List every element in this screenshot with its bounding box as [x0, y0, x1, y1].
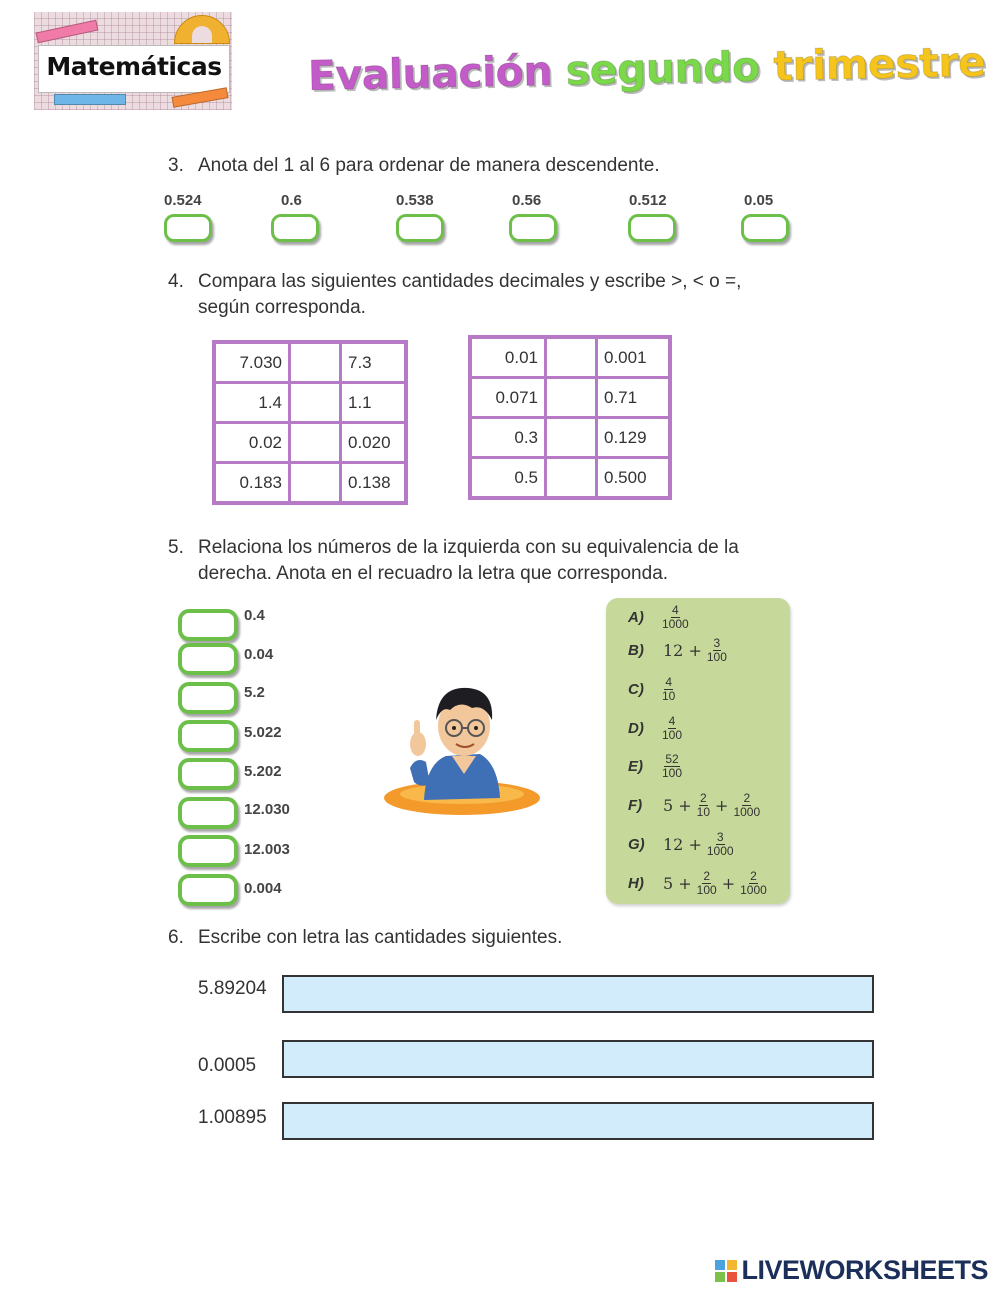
q3-text: Anota del 1 al 6 para ordenar de manera descendente.: [198, 155, 660, 176]
fraction: [662, 715, 682, 742]
liveworksheets-logo: [715, 1255, 988, 1286]
q3-value-2: 0.6: [281, 192, 302, 209]
compare-row: [214, 423, 406, 463]
denominator: 1000: [662, 616, 689, 631]
q5-number-1: 0.4: [244, 607, 265, 624]
option-d: [628, 711, 684, 745]
compare-answer-cell[interactable]: [290, 463, 341, 504]
numerator: 4: [672, 602, 679, 617]
equivalence-panel: [606, 598, 790, 904]
q4-line2: según corresponda.: [198, 297, 366, 318]
plus-sign: +: [715, 795, 729, 815]
numerator: 4: [665, 674, 673, 689]
logo-card: [38, 45, 230, 93]
q3-value-1: 0.524: [164, 192, 202, 209]
title-part3: trimestre: [772, 37, 986, 91]
compare-row: [214, 383, 406, 423]
matematicas-logo: [34, 12, 232, 110]
option-f: [628, 788, 762, 822]
q6-amount-2: 0.0005: [198, 1055, 257, 1076]
numerator: 2: [700, 790, 707, 805]
compare-answer-cell[interactable]: [546, 418, 597, 458]
logo-text: Matemáticas: [46, 52, 222, 81]
q5-number-5: 5.202: [244, 763, 282, 780]
compare-left-value: 0.01: [470, 337, 546, 378]
q3-answer-box-6[interactable]: [741, 214, 789, 242]
compare-right-value: 0.020: [341, 423, 407, 463]
q5-number-6: 12.030: [244, 801, 290, 818]
numerator: 52: [665, 751, 679, 766]
compare-left-value: 0.3: [470, 418, 546, 458]
compare-left-value: 0.5: [470, 458, 546, 499]
plus-sign: +: [721, 873, 736, 893]
option-letter: C): [628, 680, 644, 698]
option-c: [628, 672, 677, 706]
q3-answer-box-1[interactable]: [164, 214, 212, 242]
numerator: 2: [750, 868, 757, 883]
fraction: [697, 870, 717, 897]
denominator: 100: [662, 727, 683, 742]
liveworksheets-brand: LIVEWORKSHEETS: [741, 1255, 988, 1285]
ruler-blue-icon: [54, 94, 126, 105]
q3-number: 3.: [168, 155, 184, 176]
compare-row: [470, 378, 670, 418]
q6-answer-input-2[interactable]: [282, 1040, 874, 1078]
numerator: 3: [716, 829, 724, 844]
fraction: [733, 792, 760, 819]
compare-left-value: 0.183: [214, 463, 290, 504]
q5-number-2: 0.04: [244, 646, 274, 663]
option-letter: E): [628, 757, 643, 775]
q5-answer-box-1[interactable]: [178, 609, 238, 641]
q6-text: Escribe con letra las cantidades siguientes.: [198, 927, 563, 948]
page-title: [307, 38, 985, 100]
q3-value-3: 0.538: [396, 192, 434, 209]
whole-part: 5 +: [663, 795, 692, 815]
icon-square-v: [715, 1272, 725, 1282]
compare-left-value: 0.02: [214, 423, 290, 463]
q5-line1: Relaciona los números de la izquierda con su equivalencia de la: [198, 537, 739, 558]
option-g: [628, 827, 736, 861]
fraction: [662, 676, 675, 703]
q6-amount-1: 5.89204: [198, 978, 267, 999]
q6-answer-input-1[interactable]: [282, 975, 874, 1013]
option-letter: A): [628, 608, 644, 626]
ruler-pink-icon: [36, 20, 99, 44]
compare-right-value: 1.1: [341, 383, 407, 423]
fraction: [740, 870, 767, 897]
fraction: [662, 604, 689, 631]
denominator: 100: [662, 765, 683, 780]
option-h: [628, 866, 769, 900]
compare-row: [214, 463, 406, 504]
denominator: 100: [706, 649, 727, 664]
icon-square-l: [715, 1260, 725, 1270]
denominator: 10: [662, 688, 676, 703]
q6-amount-3: 1.00895: [198, 1107, 267, 1128]
denominator: 1000: [740, 882, 767, 897]
option-letter: D): [628, 719, 644, 737]
compare-answer-cell[interactable]: [290, 383, 341, 423]
title-part1: Evaluación: [307, 46, 553, 100]
q4-line1: Compara las siguientes cantidades decimales y escribe >, < o =,: [198, 271, 742, 292]
q5-answer-box-2[interactable]: [178, 643, 238, 675]
q3-value-4: 0.56: [512, 192, 542, 209]
option-letter: B): [628, 641, 644, 659]
compare-table-1: [212, 340, 408, 505]
compare-answer-cell[interactable]: [290, 342, 341, 383]
compare-right-value: 0.71: [597, 378, 671, 418]
q5-answer-box-4[interactable]: [178, 720, 238, 752]
compare-row: [470, 337, 670, 378]
denominator: 1000: [706, 843, 734, 858]
compare-left-value: 1.4: [214, 383, 290, 423]
compare-right-value: 0.001: [597, 337, 671, 378]
protractor-icon: [174, 15, 230, 44]
q5-number-3: 5.2: [244, 684, 265, 701]
numerator: 4: [668, 713, 676, 728]
q3-answer-box-4[interactable]: [509, 214, 557, 242]
option-letter: F): [628, 796, 643, 814]
option-a: [628, 600, 691, 634]
q5-number-8: 0.004: [244, 880, 282, 897]
fraction: [707, 831, 734, 858]
option-e: [628, 749, 684, 783]
q3-value-6: 0.05: [744, 192, 774, 209]
compare-left-value: 7.030: [214, 342, 290, 383]
q3-value-5: 0.512: [629, 192, 667, 209]
compare-right-value: 0.129: [597, 418, 671, 458]
icon-square-i: [727, 1260, 737, 1270]
whole-part: 5 +: [663, 873, 692, 893]
q6-answer-input-3[interactable]: [282, 1102, 874, 1140]
whole-part: 12 +: [663, 834, 702, 854]
compare-row: [470, 458, 670, 499]
q3-answer-box-2[interactable]: [271, 214, 319, 242]
compare-table-2: [468, 335, 672, 500]
q5-number-7: 12.003: [244, 841, 290, 858]
fraction: [662, 753, 682, 780]
compare-row: [470, 418, 670, 458]
fraction: [707, 637, 727, 664]
option-letter: G): [628, 835, 645, 853]
compare-answer-cell[interactable]: [290, 423, 341, 463]
q5-answer-box-7[interactable]: [178, 835, 238, 867]
numerator: 3: [713, 635, 721, 650]
compare-right-value: 0.500: [597, 458, 671, 499]
q5-answer-box-5[interactable]: [178, 758, 238, 790]
q5-answer-box-6[interactable]: [178, 797, 238, 829]
q5-answer-box-3[interactable]: [178, 682, 238, 714]
q4-number: 4.: [168, 271, 184, 292]
numerator: 2: [743, 790, 751, 805]
compare-row: [214, 342, 406, 383]
fraction: [697, 792, 710, 819]
liveworksheets-icon: [715, 1260, 737, 1282]
denominator: 10: [696, 804, 711, 819]
compare-right-value: 7.3: [341, 342, 407, 383]
q5-number-4: 5.022: [244, 724, 282, 741]
q6-number: 6.: [168, 927, 184, 948]
numerator: 2: [703, 868, 711, 883]
icon-square-e: [727, 1272, 737, 1282]
option-b: [628, 633, 729, 667]
compare-right-value: 0.138: [341, 463, 407, 504]
compare-answer-cell[interactable]: [546, 337, 597, 378]
denominator: 1000: [733, 804, 761, 819]
compare-answer-cell[interactable]: [546, 458, 597, 499]
q5-number: 5.: [168, 537, 184, 558]
option-letter: H): [628, 874, 644, 892]
title-part2: segundo: [565, 42, 761, 95]
q3-answer-box-5[interactable]: [628, 214, 676, 242]
compare-answer-cell[interactable]: [546, 378, 597, 418]
compare-left-value: 0.071: [470, 378, 546, 418]
q3-answer-box-3[interactable]: [396, 214, 444, 242]
q5-line2: derecha. Anota en el recuadro la letra que corresponda.: [198, 563, 669, 584]
q5-answer-box-8[interactable]: [178, 874, 238, 906]
boy-pointing-illustration: [380, 680, 546, 820]
denominator: 100: [696, 882, 717, 897]
whole-part: 12 +: [663, 640, 702, 660]
